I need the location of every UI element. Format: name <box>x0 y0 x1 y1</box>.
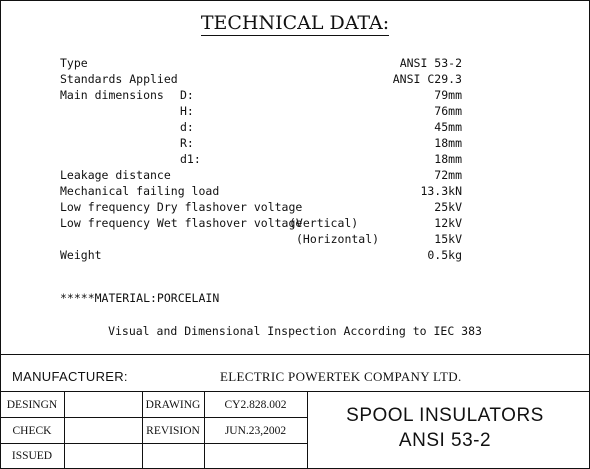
dimension-value: 76mm <box>434 104 462 118</box>
spec-value: 72mm <box>434 168 462 182</box>
dimension-key: d1: <box>180 152 201 166</box>
spec-row-dim-D <box>0 87 590 103</box>
divider-line <box>64 391 65 469</box>
inspection-note: Visual and Dimensional Inspection According to IEC 383 <box>108 324 482 338</box>
spec-label: Type <box>60 56 88 70</box>
spec-value: 13.3kN <box>420 184 462 198</box>
orientation-label: (Horizontal) <box>296 232 380 246</box>
divider-line <box>0 354 590 355</box>
spec-label: Weight <box>60 248 102 262</box>
spec-value: 0.5kg <box>427 248 462 262</box>
spec-label: Mechanical failing load <box>60 184 220 198</box>
check-label: CHECK <box>12 425 52 437</box>
spec-label: Leakage distance <box>60 168 171 182</box>
dimension-key: R: <box>180 136 194 150</box>
spec-row-leakage <box>0 167 590 183</box>
manufacturer-label: MANUFACTURER: <box>12 369 128 384</box>
spec-label: Low frequency Wet flashover voltage <box>60 216 303 230</box>
drawing-label: DRAWING <box>145 399 201 411</box>
dimension-value: 18mm <box>434 152 462 166</box>
dimension-value: 79mm <box>434 88 462 102</box>
design-label: DESINGN <box>6 399 58 411</box>
dimension-key: H: <box>180 104 194 118</box>
dimension-value: 45mm <box>434 120 462 134</box>
material-note: *****MATERIAL:PORCELAIN <box>60 291 220 305</box>
product-name: SPOOL INSULATORS <box>346 405 544 426</box>
dimension-value: 18mm <box>434 136 462 150</box>
spec-row-dim-H <box>0 103 590 119</box>
spec-label: Standards Applied <box>60 72 178 86</box>
dimension-key: d: <box>180 120 194 134</box>
spec-row-mechanical <box>0 183 590 199</box>
spec-row-type <box>0 55 590 71</box>
spec-value: ANSI 53-2 <box>399 56 462 70</box>
spec-label: Low frequency Dry flashover voltage <box>60 200 303 214</box>
spec-value: 12kV <box>434 216 462 230</box>
spec-row-dim-d1 <box>0 151 590 167</box>
revision-label: REVISION <box>146 425 200 437</box>
revision-date: JUN.23,2002 <box>224 425 287 437</box>
spec-row-weight <box>0 247 590 263</box>
spec-value: 15kV <box>434 232 462 246</box>
orientation-label: (Vertical) <box>289 216 359 230</box>
spec-value: 25kV <box>434 200 462 214</box>
spec-row-wet-flashover-vertical <box>0 215 590 231</box>
spec-row-dim-R <box>0 135 590 151</box>
issued-label: ISSUED <box>11 450 53 462</box>
spec-row-dim-d <box>0 119 590 135</box>
spec-value: ANSI C29.3 <box>392 72 462 86</box>
spec-row-dry-flashover <box>0 199 590 215</box>
page-title: TECHNICAL DATA: <box>200 12 390 34</box>
drawing-number: CY2.828.002 <box>224 399 287 411</box>
product-code: ANSI 53-2 <box>398 430 492 451</box>
divider-line <box>307 391 308 469</box>
manufacturer-name: ELECTRIC POWERTEK COMPANY LTD. <box>220 369 462 384</box>
spec-label: Main dimensions <box>60 88 164 102</box>
spec-row-standards <box>0 71 590 87</box>
spec-row-wet-flashover-horizontal <box>0 231 590 247</box>
dimension-key: D: <box>180 88 194 102</box>
